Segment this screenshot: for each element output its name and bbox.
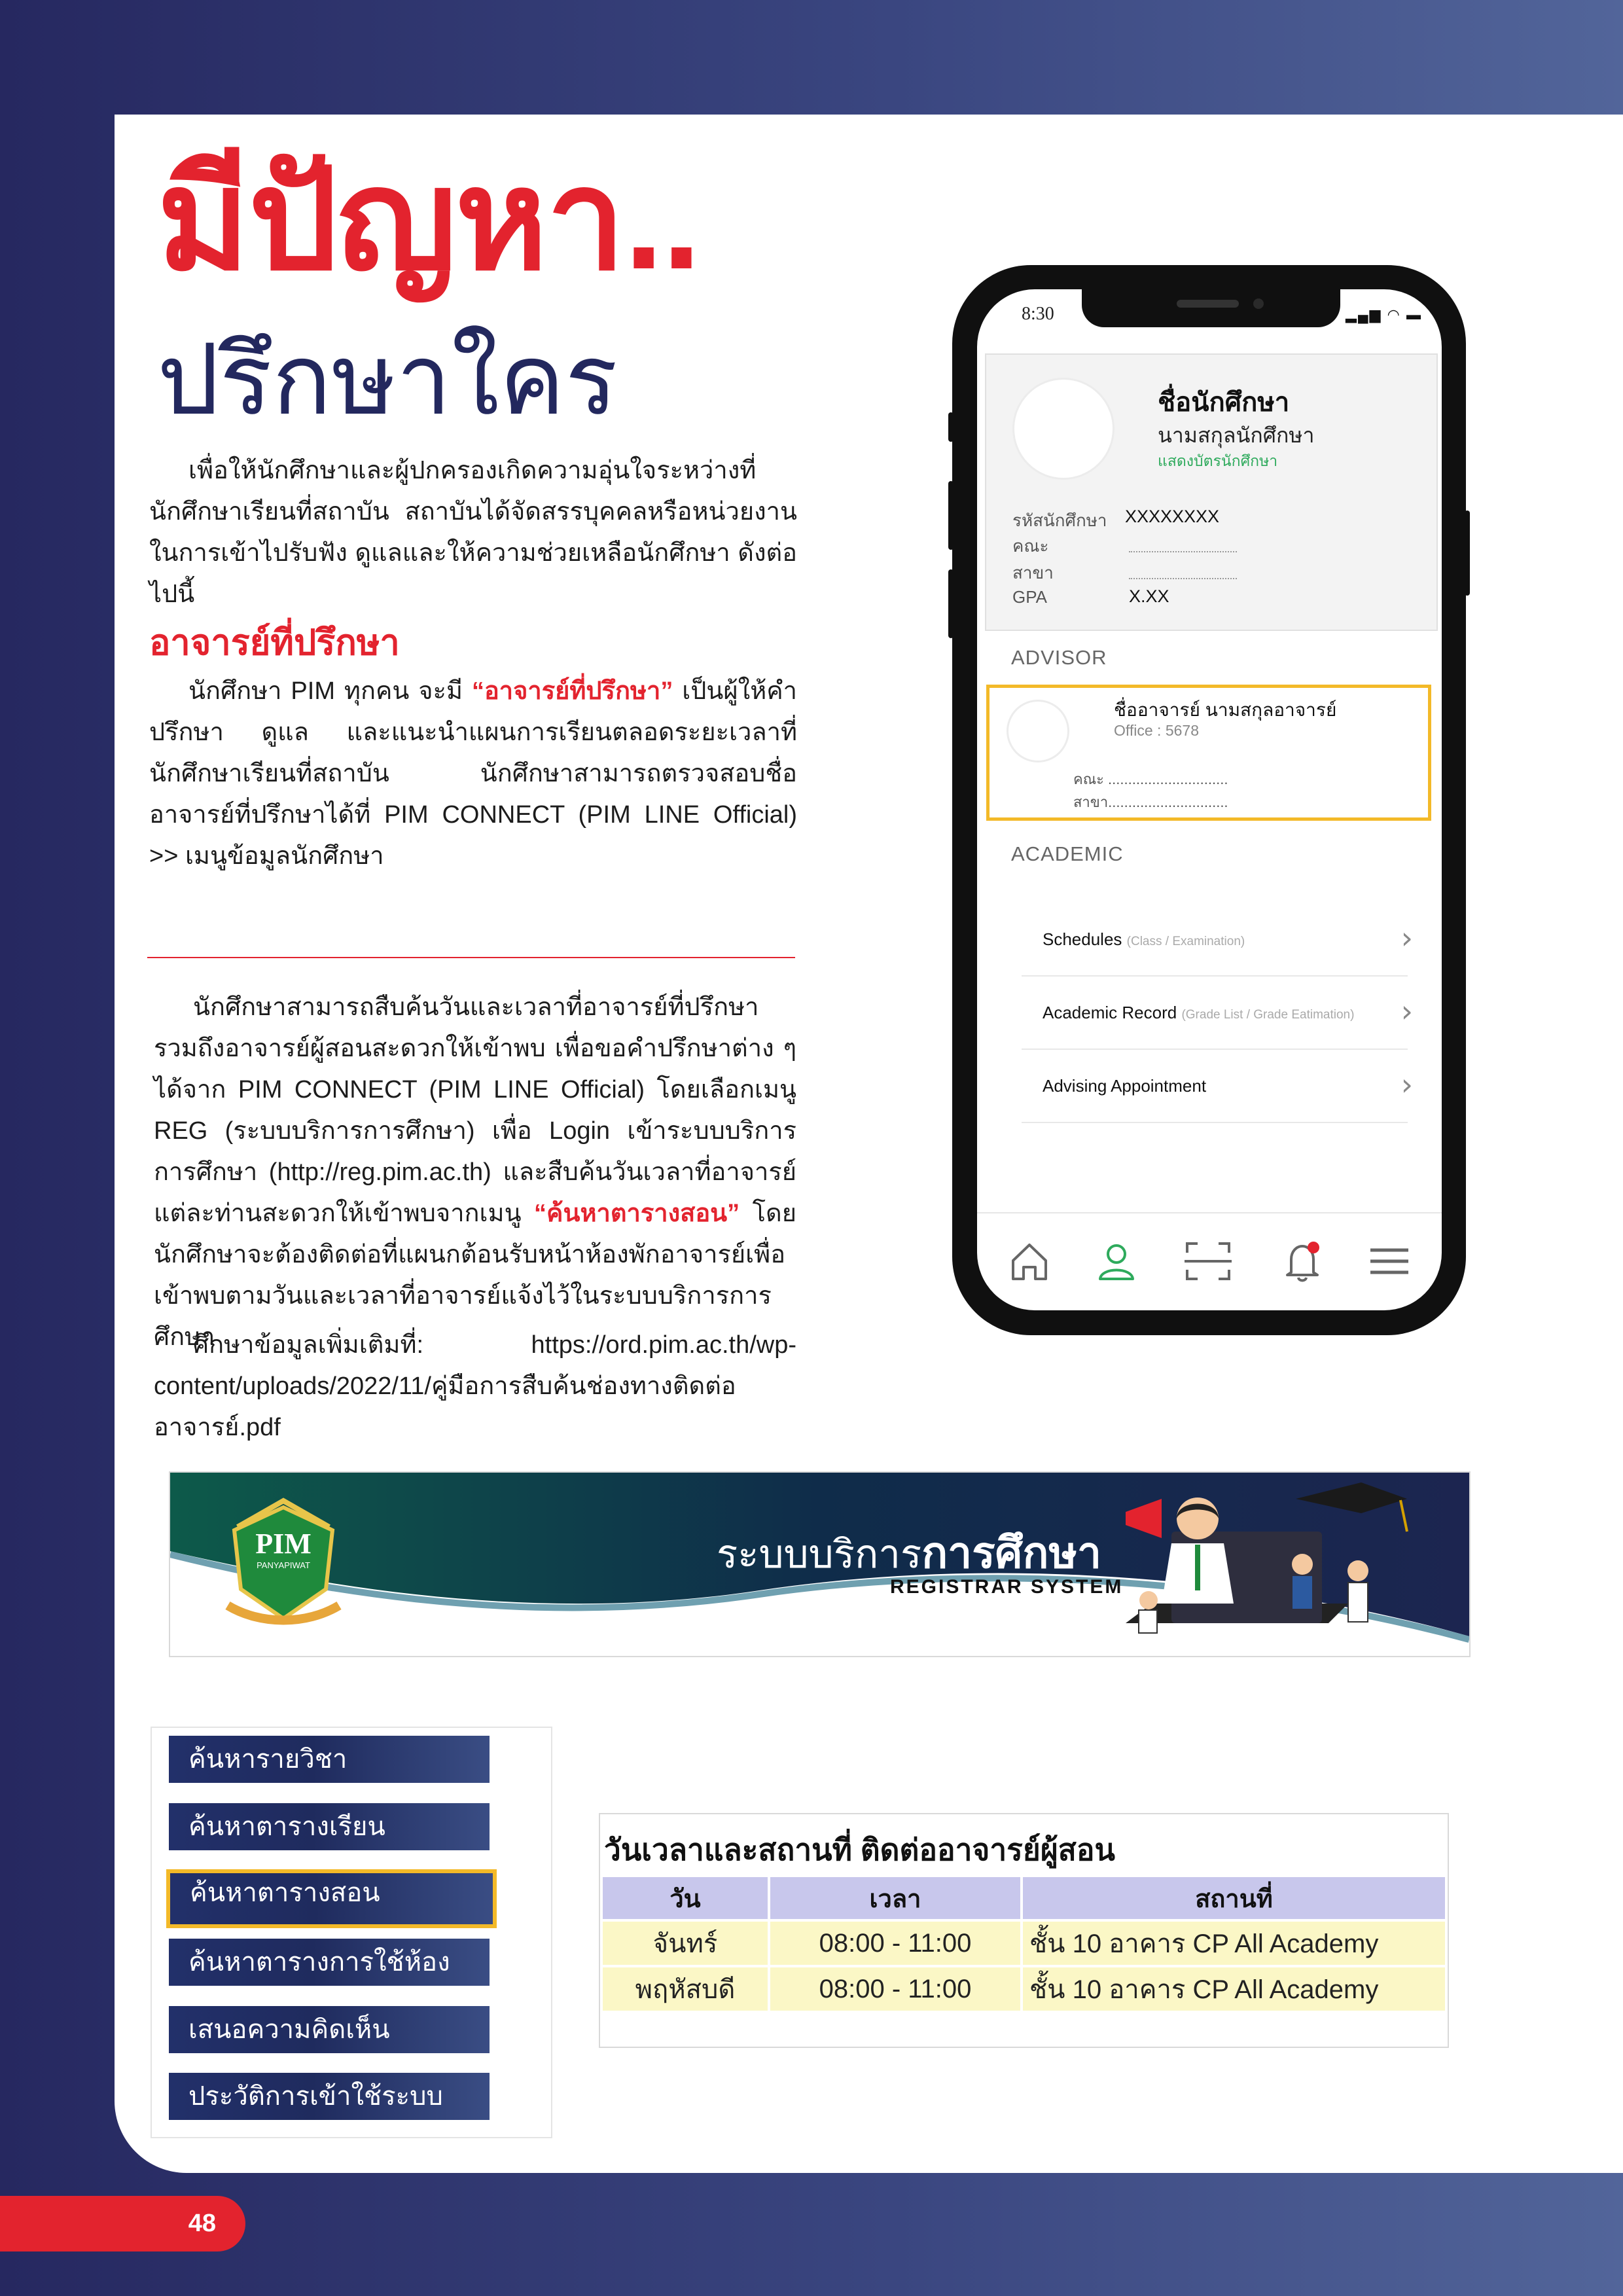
advisor-section-label: ADVISOR: [1011, 646, 1107, 669]
advisor-text-before: นักศึกษา PIM ทุกคน จะมี: [188, 677, 472, 705]
gpa-value: X.XX: [1129, 586, 1169, 606]
chevron-right-icon: ›: [1400, 920, 1413, 956]
search-text-after: โดยนักศึกษาจะต้องติดต่อที่แผนกต้อนรับหน้าห้องพักอาจารย์เพื่อเข้าพบตามวันและเวลาที่อาจารย์แจ้งไว้ในระบบบริการการศึกษา: [154, 1200, 796, 1351]
schedule-table: [600, 1874, 1448, 2013]
banner-subtitle: REGISTRAR SYSTEM: [890, 1576, 1124, 1598]
intro-text: เพื่อให้นักศึกษาและผู้ปกครองเกิดความอุ่นใจระหว่างที่นักศึกษาเรียนที่สถาบัน สถาบันได้จัดสรรบุคคลหรือหน่วยงานในการเข้าไปรับฟัง ดูแลและให้ความช่วยเหลือนักศึกษา ดังต่อไปนี้: [149, 457, 797, 608]
menu-search-class-schedule[interactable]: ค้นหาตารางเรียน: [169, 1803, 490, 1850]
registrar-banner: [169, 1471, 1471, 1657]
menu-login-history[interactable]: ประวัติการเข้าใช้ระบบ: [169, 2073, 490, 2120]
table-row: [603, 1922, 1445, 1965]
wifi-icon: ◠: [1387, 306, 1401, 323]
advisor-faculty: คณะ ..............................: [1073, 771, 1228, 787]
logo-text: PIM: [255, 1528, 312, 1560]
cell-time: 08:00 - 11:00: [770, 1922, 1020, 1965]
advisor-highlight: “อาจารย์ที่ปรึกษา”: [471, 677, 673, 705]
page-number: 48: [0, 2196, 245, 2251]
phone-screen: [977, 289, 1442, 1310]
banner-illustration: [1099, 1473, 1466, 1656]
scan-icon[interactable]: [1182, 1238, 1234, 1284]
advisor-major: สาขา..............................: [1073, 794, 1228, 810]
phone-power-button: [1465, 511, 1470, 596]
menu-schedules-sub: (Class / Examination): [1126, 935, 1245, 948]
home-icon[interactable]: [1007, 1238, 1052, 1284]
phone-volume-down: [948, 569, 954, 638]
menu-academic-record-sub: (Grade List / Grade Eatimation): [1181, 1008, 1355, 1022]
student-card-link[interactable]: แสดงบัตรนักศึกษา: [1158, 452, 1278, 469]
battery-icon: ▬: [1406, 306, 1422, 323]
cell-day: พฤหัสบดี: [603, 1967, 768, 2011]
menu-academic-record-label: Academic Record: [1043, 1003, 1177, 1022]
menu-search-room-usage[interactable]: ค้นหาตารางการใช้ห้อง: [169, 1939, 490, 1986]
menu-feedback[interactable]: เสนอความคิดเห็น: [169, 2006, 490, 2053]
banner-title-bold: การศึกษา: [921, 1528, 1102, 1577]
academic-section-label: ACADEMIC: [1011, 842, 1124, 865]
section-divider: [147, 957, 795, 958]
intro-paragraph: [149, 450, 797, 615]
table-header-row: [603, 1877, 1445, 1919]
advisor-avatar: [1007, 700, 1069, 762]
advisor-text-after: เป็นผู้ให้คำปรึกษา ดูแล และแนะนำแผนการเรียนตลอดระยะเวลาที่นักศึกษาเรียนที่สถาบัน นักศึกษาสามารถตรวจสอบชื่ออาจารย์ที่ปรึกษาได้ที่ PIM CONNECT (PIM LINE Official) >> เมนูข้อมูลนักศึกษา: [149, 677, 797, 870]
table-row: [603, 1967, 1445, 2011]
advisor-office: Office : 5678: [1114, 722, 1199, 739]
page-title: มีปัญหา..: [157, 141, 700, 298]
menu-schedules[interactable]: [1022, 903, 1413, 977]
phone-silent-switch: [948, 412, 954, 442]
student-profile-card: [985, 353, 1438, 631]
front-camera: [1253, 298, 1264, 309]
cell-place: ชั้น 10 อาคาร CP All Academy: [1023, 1922, 1445, 1965]
status-icons: [1346, 306, 1422, 323]
column-header-day: วัน: [603, 1877, 768, 1919]
student-id-value: XXXXXXXX: [1125, 507, 1220, 526]
more-info-text: ศึกษาข้อมูลเพิ่มเติมที่: https://ord.pim.ac.th/wp-content/uploads/2022/11/คู่มือการสืบค้นช่องทางติดต่ออาจารย์.pdf: [154, 1331, 796, 1441]
student-name: ชื่อนักศึกษา: [1158, 388, 1290, 417]
column-header-place: สถานที่: [1023, 1877, 1445, 1919]
student-id-label: รหัสนักศึกษา: [1012, 511, 1107, 530]
menu-advising-appointment[interactable]: [1022, 1050, 1413, 1123]
advisor-paragraph: [149, 671, 797, 877]
logo-subtext: PANYAPIWAT: [257, 1560, 310, 1570]
major-label: สาขา: [1012, 563, 1054, 583]
student-surname: นามสกุลนักศึกษา: [1158, 423, 1315, 447]
menu-academic-record[interactable]: [1022, 977, 1413, 1050]
advisor-name: ชื่ออาจารย์ นามสกุลอาจารย์: [1114, 700, 1337, 720]
student-avatar: [1012, 378, 1115, 480]
banner-title-prefix: ระบบบริการ: [717, 1532, 922, 1576]
advisor-card[interactable]: [986, 685, 1431, 821]
speaker-grille: [1177, 300, 1239, 308]
menu-icon[interactable]: [1366, 1238, 1412, 1284]
more-info-paragraph: [154, 1325, 796, 1448]
menu-search-teaching-schedule[interactable]: ค้นหาตารางสอน: [166, 1869, 497, 1928]
search-highlight: “ค้นหาตารางสอน”: [534, 1200, 740, 1227]
column-header-time: เวลา: [770, 1877, 1020, 1919]
search-paragraph: [154, 987, 796, 1358]
bottom-nav-bar: [977, 1212, 1442, 1310]
menu-advising-label: Advising Appointment: [1043, 1076, 1207, 1096]
status-time: 8:30: [1022, 304, 1054, 324]
search-text-before: นักศึกษาสามารถสืบค้นวันและเวลาที่อาจารย์ที่ปรึกษา รวมถึงอาจารย์ผู้สอนสะดวกให้เข้าพบ เพื่อขอคำปรึกษาต่าง ๆ ได้จาก PIM CONNECT (PIM LINE Official) โดยเลือกเมนู REG (ระบบบริการการศึกษา) เพื่อ Login เข้าระบบบริการการศึกษา (http://reg.pim.ac.th) และสืบค้นวันเวลาที่อาจารย์แต่ละท่านสะดวกให้เข้าพบจากเมนู: [154, 994, 796, 1227]
menu-schedules-label: Schedules: [1043, 929, 1122, 949]
cell-day: จันทร์: [603, 1922, 768, 1965]
notification-icon[interactable]: [1279, 1238, 1325, 1284]
profile-icon[interactable]: [1094, 1238, 1139, 1284]
registrar-menu: [151, 1727, 552, 2138]
faculty-label: คณะ: [1012, 536, 1049, 556]
cell-place: ชั้น 10 อาคาร CP All Academy: [1023, 1967, 1445, 2011]
advisor-heading: อาจารย์ที่ปรึกษา: [149, 623, 400, 662]
gpa-label: GPA: [1012, 587, 1047, 607]
chevron-right-icon: ›: [1400, 994, 1413, 1029]
chevron-right-icon: ›: [1400, 1067, 1413, 1102]
schedule-title: วันเวลาและสถานที่ ติดต่ออาจารย์ผู้สอน: [604, 1833, 1115, 1867]
major-value-placeholder: [1129, 578, 1237, 579]
pim-logo: [221, 1491, 346, 1632]
cell-time: 08:00 - 11:00: [770, 1967, 1020, 2011]
page-subtitle: ปรึกษาใคร: [157, 325, 618, 435]
phone-notch: [1082, 289, 1340, 327]
phone-volume-up: [948, 481, 954, 550]
faculty-value-placeholder: [1129, 551, 1237, 552]
instructor-contact-schedule: [599, 1813, 1449, 2048]
menu-search-courses[interactable]: ค้นหารายวิชา: [169, 1736, 490, 1783]
signal-icon: ▂▄▆: [1346, 306, 1382, 323]
